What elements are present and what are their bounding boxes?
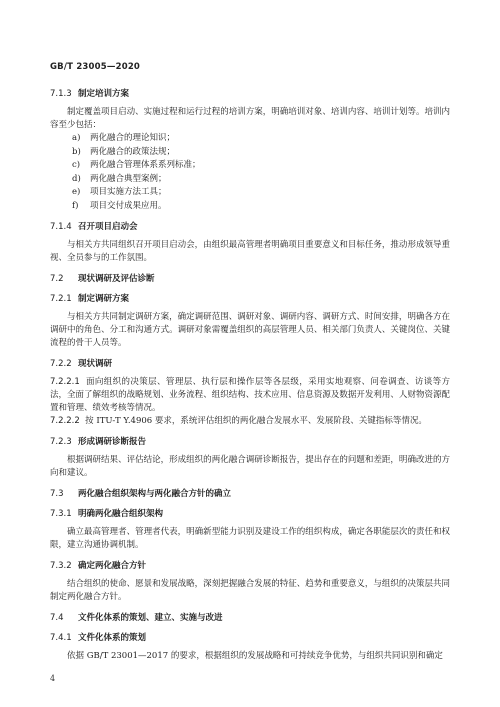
section-heading-7-4: 7.4 文件化体系的策划、建立、实施与改进 [50,613,223,623]
paragraph: 结合组织的使命、愿景和发展战略，深刻把握融合发展的特征、趋势和重要意义，与组织的决策层共同制定两化融合方针。 [50,579,450,602]
section-heading-7-3: 7.3 两化融合组织架构与两化融合方针的确立 [50,489,232,499]
paragraph: 制定覆盖项目启动、实施过程和运行过程的培训方案，明确培训对象、培训内容、培训计划等。培训内容至少包括： [50,107,450,130]
section-heading-7-4-1: 7.4.1 文件化体系的策划 [50,633,147,643]
training-content-list [50,132,450,213]
section-heading-7-1-4: 7.1.4 召开项目启动会 [50,222,138,232]
standard-number-header: GB/T 23005—2020 [50,62,141,72]
paragraph: 确立最高管理者、管理者代表，明确新型能力识别及建设工作的组织构成，确定各职能层次的责任和权限，建立沟通协调机制。 [50,527,450,550]
paragraph: 根据调研结果、评估结论，形成组织的两化融合调研诊断报告，提出存在的问题和差距，明确改进的方向和建议。 [50,455,450,478]
section-heading-7-3-2: 7.3.2 确定两化融合方针 [50,561,147,571]
paragraph-7-2-2-2: 7.2.2.2 按 ITU-T Y.4906 要求，系统评估组织的两化融合发展水平、发展阶段、关键指标等情况。 [50,416,427,426]
section-heading-7-2: 7.2 现状调研及评估诊断 [50,274,155,284]
list-item: e) 项目实施方法工具； [72,187,167,197]
section-heading-7-2-1: 7.2.1 制定调研方案 [50,294,130,304]
paragraph: 与相关方共同制定调研方案，确定调研范围、调研对象、调研内容、调研方式、时间安排，明确各方在调研中的角色、分工和沟通方式。调研对象需覆盖组织的高层管理人员、相关部门负责人、关键岗位、关键流程的骨干人员等。 [50,312,450,348]
section-heading-7-3-1: 7.3.1 明确两化融合组织架构 [50,509,164,519]
list-item: b) 两化融合的政策法规； [72,146,176,157]
section-heading-7-2-2: 7.2.2 现状调研 [50,359,113,369]
paragraph: 与相关方共同组织召开项目启动会，由组织最高管理者明确项目重要意义和目标任务，推动形成领导重视、全员参与的工作氛围。 [50,240,450,263]
paragraph-7-2-2-1: 7.2.2.1 面向组织的决策层、管理层、执行层和操作层等各层级，采用实地观察、问卷调查、访谈等方法，全面了解组织的战略规划、业务流程、组织结构、技术应用、信息资源及数据开发利用、人财物资源配置和管理、绩效考核等情况。 [50,377,450,413]
paragraph: 依据 GB/T 23001—2017 的要求，根据组织的发展战略和可持续竞争优势，与组织共同识别和确定 [67,651,443,661]
section-heading-7-2-3: 7.2.3 形成调研诊断报告 [50,437,147,447]
list-item: f) 项目交付成果应用。 [72,200,167,211]
document-body [50,88,450,663]
list-item: c) 两化融合管理体系系列标准； [72,160,201,170]
page-number: 4 [50,674,56,683]
section-heading-7-1-3: 7.1.3 制定培训方案 [50,89,130,99]
list-item: d) 两化融合典型案例； [72,173,167,184]
list-item: a) 两化融合的理论知识； [72,133,176,143]
